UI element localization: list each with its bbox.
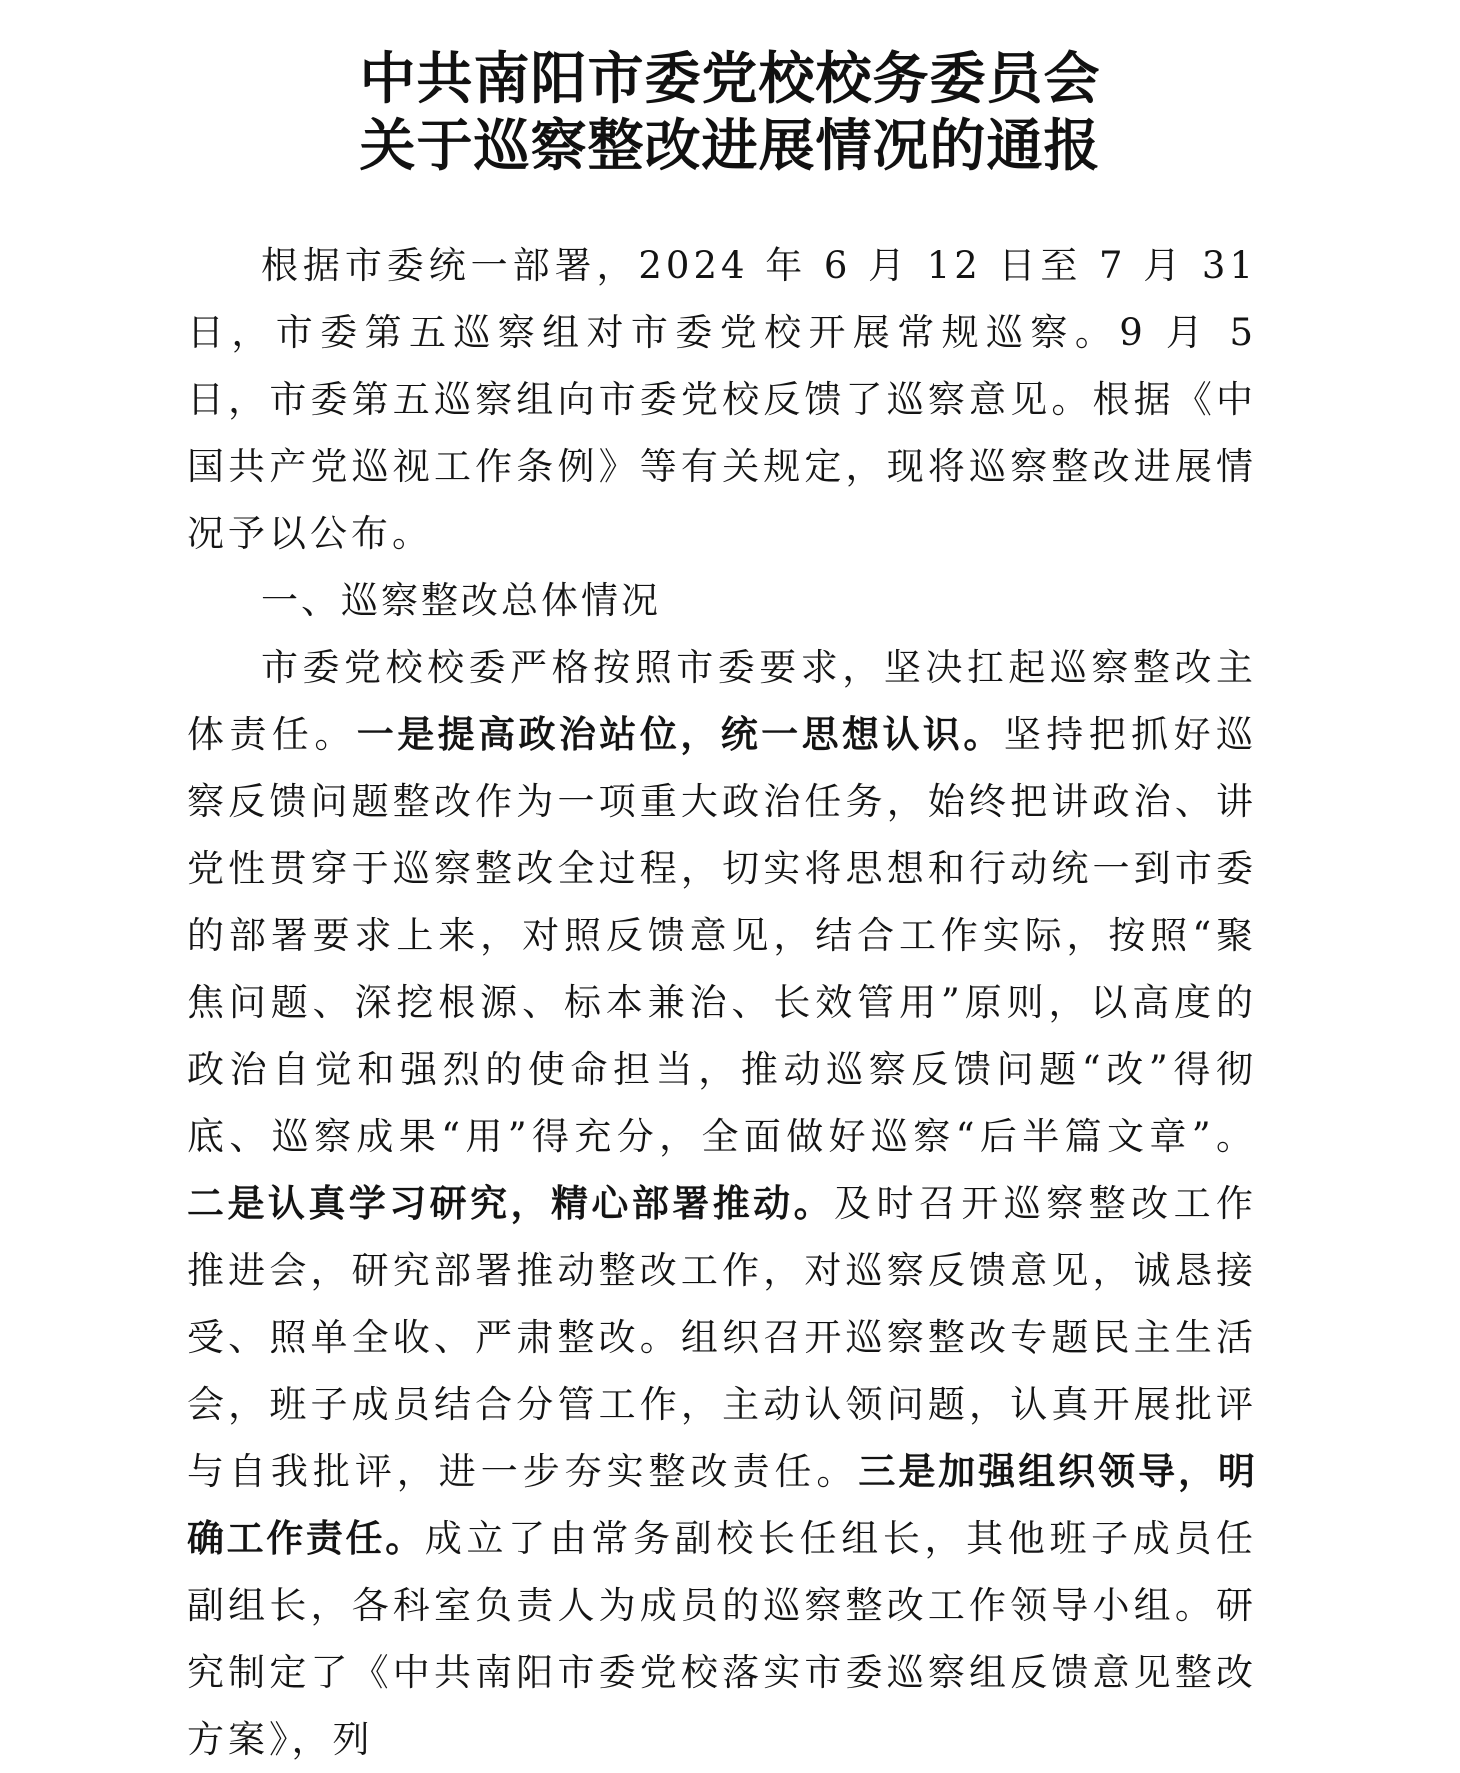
document-body [187,232,1257,1773]
paragraph-text: 坚持把抓好巡察反馈问题整改作为一项重大政治任务，始终把讲政治、讲党性贯穿于巡察整改全过程，切实将思想和行动统一到市委的部署要求上来，对照反馈意见，结合工作实际，按照“聚焦问题、深挖根源、标本兼治、长效管用”原则，以高度的政治自觉和强烈的使命担当，推动巡察反馈问题“改”得彻底、巡察成果“用”得充分，全面做好巡察“后半篇文章”。 [187,713,1258,1158]
document-title-line-2: 关于巡察整改进展情况的通报 [359,114,1101,179]
bold-point-2: 二是认真学习研究，精心部署推动。 [187,1182,835,1225]
document-title-line-1: 中共南阳市委党校校务委员会 [359,47,1101,112]
section-heading: 一、巡察整改总体情况 [261,579,661,622]
section-paragraph [187,634,1257,1773]
bold-point-1: 一是提高政治站位，统一思想认识。 [356,713,1004,756]
paragraph-text: 及时召开巡察整改工作推进会，研究部署推动整改工作，对巡察反馈意见，诚恳接受、照单全收、严肃整改。组织召开巡察整改专题民主生活会，班子成员结合分管工作，主动认领问题，认真开展批评与自我批评，进一步夯实整改责任。 [187,1182,1258,1493]
bold-point-3: 三是加强组织领导，明确工作责任。 [187,1450,1257,1560]
paragraph-text: 成立了由常务副校长任组长，其他班子成员任副组长，各科室负责人为成员的巡察整改工作领导小组。研究制定了《中共南阳市委党校落实市委巡察组反馈意见整改方案》，列 [187,1517,1258,1761]
intro-paragraph: 根据市委统一部署，2024 年 6 月 12 日至 7 月 31 日，市委第五巡察组对市委党校开展常规巡察。9 月 5 日，市委第五巡察组向市委党校反馈了巡察意见。根据《中国共产党巡视工作条例》等有关规定，现将巡察整改进展情况予以公布。 [187,244,1257,555]
paragraph-text: 市委党校校委严格按照市委要求，坚决扛起巡察整改主体责任。 [187,646,1257,756]
